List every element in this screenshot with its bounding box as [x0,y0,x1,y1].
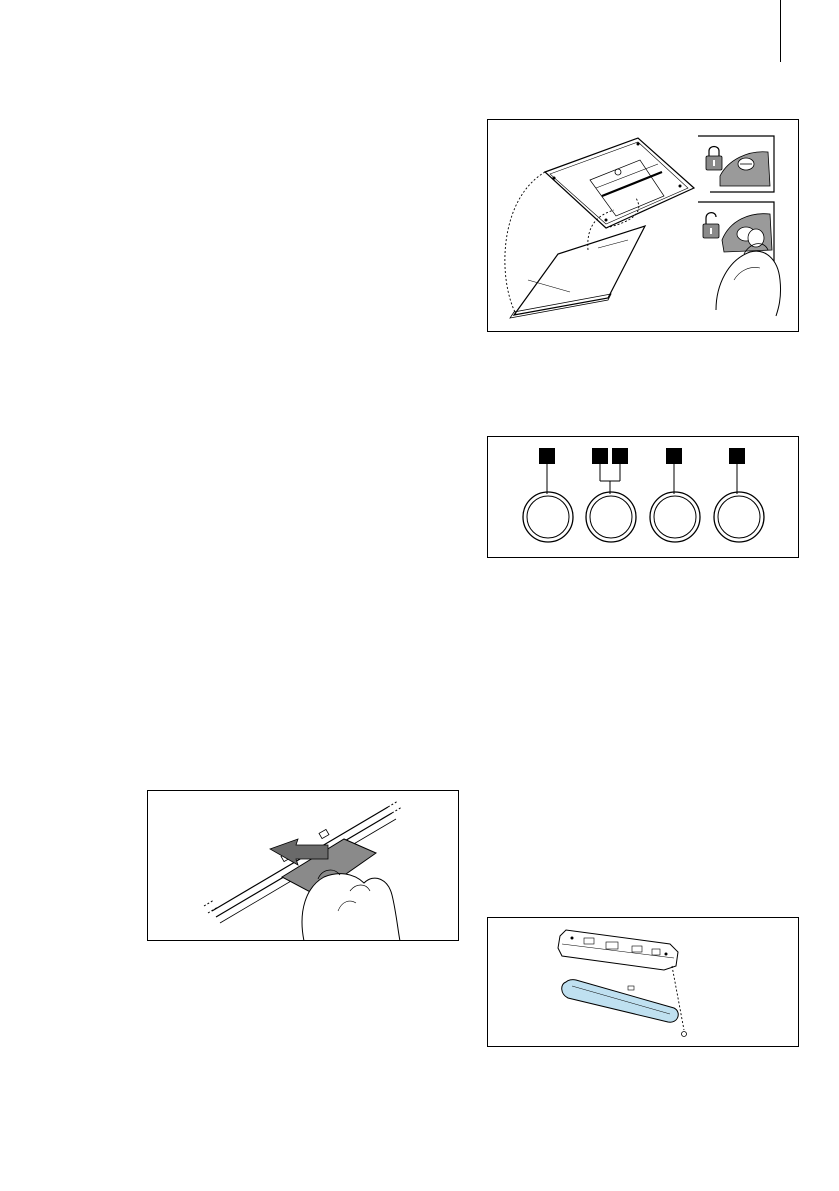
label-marker-icon [539,448,555,464]
hand-icon [302,874,400,941]
label-marker-icon [612,448,628,464]
knob-icon [523,492,573,542]
figure-filter-removal [487,119,799,332]
screw-icon [682,1032,687,1037]
figure-light-cover [487,917,799,1047]
lock-open-detail [698,202,781,316]
knob-icon [650,492,700,542]
crop-mark-vertical [780,0,781,62]
control-knobs-illustration [488,437,799,558]
label-marker-icon [729,448,745,464]
knob-icon [586,492,636,542]
figure-control-knobs [487,436,799,558]
label-marker-icon [592,448,608,464]
knob-2 [586,492,636,542]
figure-grease-filter-slide [147,790,459,941]
knob-icon [714,492,764,542]
lamp-cover-icon [562,980,679,1023]
lock-closed-detail [698,136,774,192]
grease-filter-slide-illustration [148,791,459,941]
filter-removal-illustration [488,120,799,332]
label-marker-icon [666,448,682,464]
knob-3 [650,492,700,542]
knob-4 [714,492,764,542]
light-cover-illustration [488,918,799,1047]
knob-1 [523,492,573,542]
hand-icon [716,251,781,316]
